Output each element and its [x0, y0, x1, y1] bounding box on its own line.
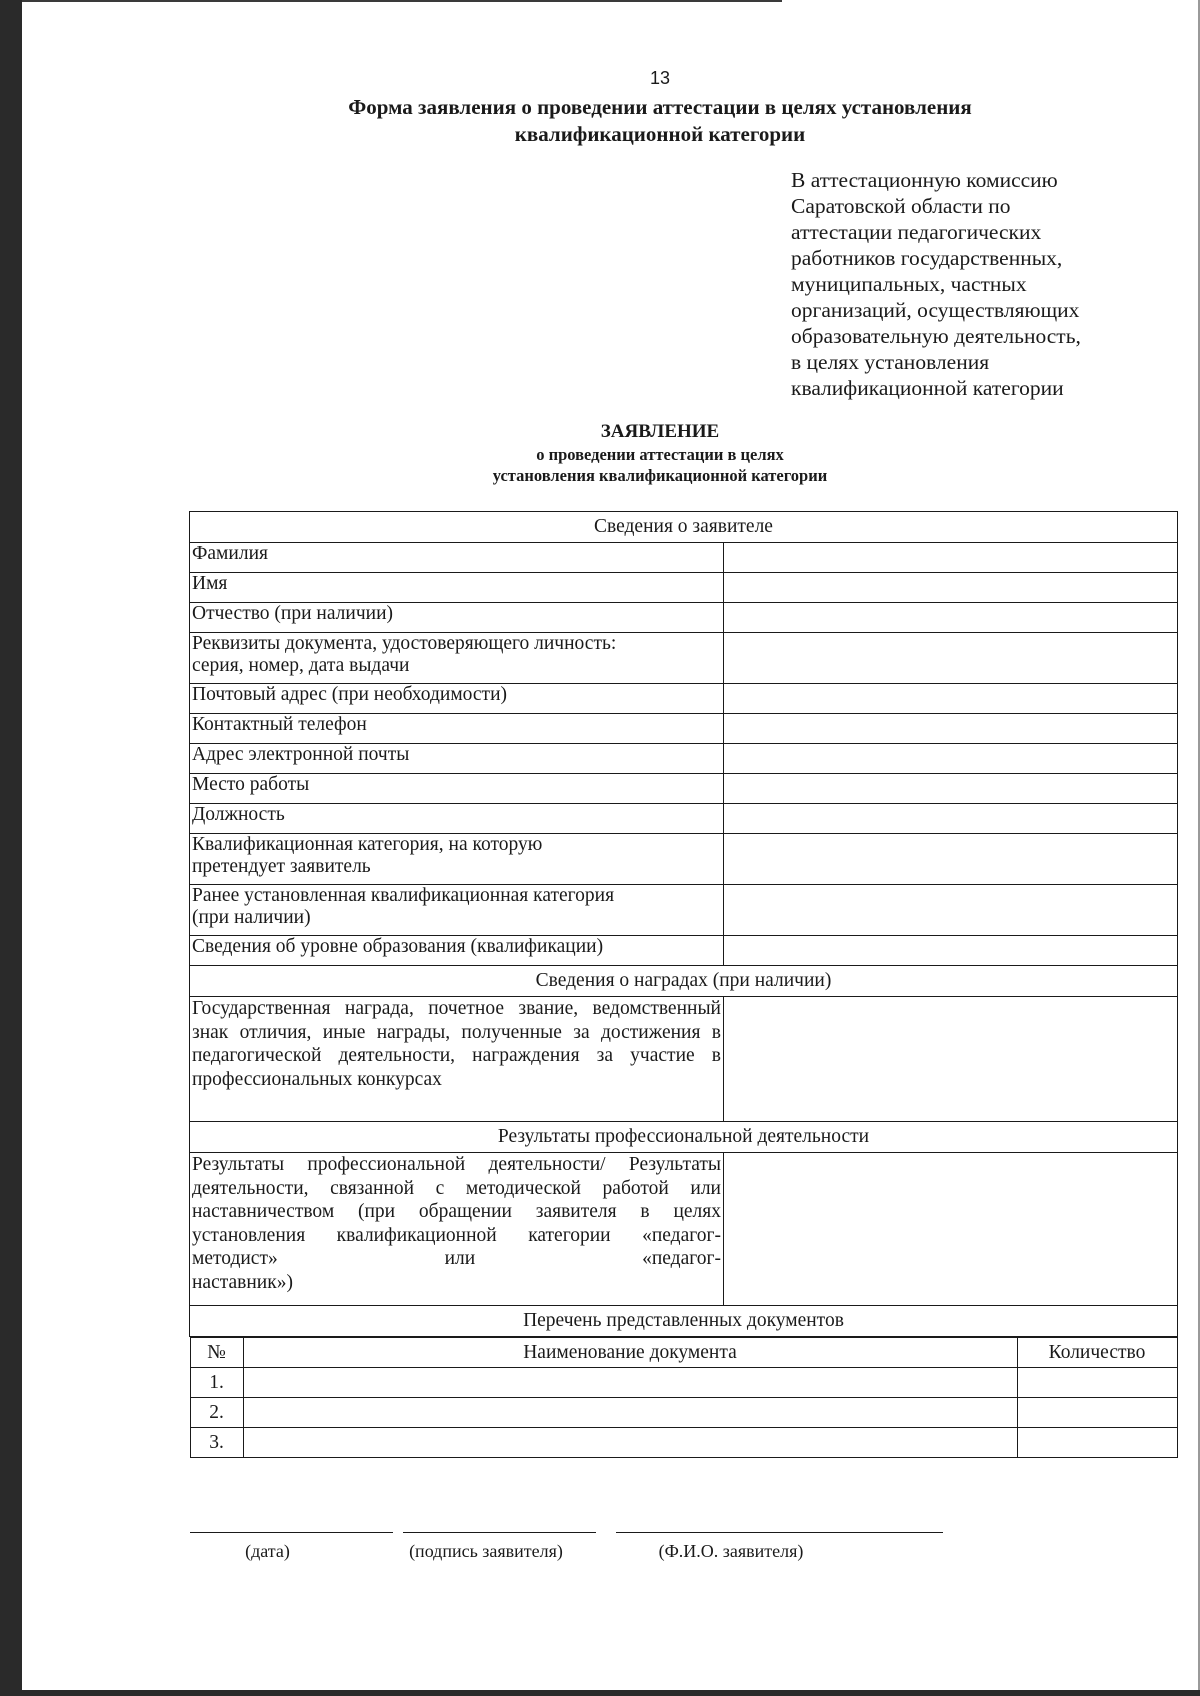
table-row — [190, 774, 1178, 804]
form-title-line: Форма заявления о проведении аттестации в целях установления — [348, 95, 972, 119]
addressee-line: в целях установления — [791, 350, 990, 374]
field-value-position[interactable] — [724, 804, 1178, 834]
page-number: 13 — [649, 68, 671, 88]
field-value-education[interactable] — [724, 936, 1178, 966]
addressee-line: муниципальных, частных — [791, 272, 1027, 296]
field-label-text: профессиональных конкурсах — [192, 1068, 442, 1090]
field-value-previous-category[interactable] — [724, 885, 1178, 936]
field-label-name: Имя — [190, 573, 724, 603]
table-row — [190, 1428, 1177, 1458]
field-value-patronymic[interactable] — [724, 603, 1178, 633]
table-row — [190, 936, 1178, 966]
row-number: 3. — [190, 1428, 243, 1458]
addressee-line: образовательную деятельность, — [791, 324, 1081, 348]
field-value-claimed-category[interactable] — [724, 834, 1178, 885]
doc-name-cell[interactable] — [243, 1398, 1017, 1428]
field-value-name[interactable] — [724, 573, 1178, 603]
scan-border-top — [22, 0, 782, 2]
section-header-documents: Перечень представленных документов — [190, 1306, 1178, 1337]
field-label-id-document — [190, 633, 724, 684]
column-header-quantity: Количество — [1017, 1338, 1177, 1368]
statement-subtitle: установления квалификационной категории — [492, 466, 828, 485]
table-row — [190, 834, 1178, 885]
form-title — [270, 94, 1050, 148]
field-label-line: Квалификационная категория, на которую — [192, 834, 543, 855]
field-label-email: Адрес электронной почты — [190, 744, 724, 774]
statement-subtitle: о проведении аттестации в целях — [536, 445, 784, 464]
row-number: 2. — [190, 1398, 243, 1428]
field-value-surname[interactable] — [724, 543, 1178, 573]
field-value-results[interactable] — [724, 1153, 1178, 1306]
doc-quantity-cell[interactable] — [1017, 1398, 1177, 1428]
field-value-id-document[interactable] — [724, 633, 1178, 684]
field-value-postal-address[interactable] — [724, 684, 1178, 714]
addressee-line: В аттестационную комиссию — [791, 168, 1058, 192]
table-row — [190, 885, 1178, 936]
table-row — [190, 1398, 1177, 1428]
date-caption: (дата) — [245, 1541, 290, 1561]
signature-line[interactable] — [403, 1532, 596, 1533]
field-label-previous-category — [190, 885, 724, 936]
field-label-workplace: Место работы — [190, 774, 724, 804]
section-header-results: Результаты профессиональной деятельности — [190, 1122, 1178, 1153]
field-label-results — [190, 1153, 724, 1306]
table-header-row — [190, 1338, 1177, 1368]
documents-table-wrapper — [190, 1337, 1178, 1459]
doc-quantity-cell[interactable] — [1017, 1428, 1177, 1458]
table-row — [190, 744, 1178, 774]
scan-border-left — [0, 0, 22, 1696]
field-label-line: (при наличии) — [192, 907, 311, 928]
date-line[interactable] — [190, 1532, 393, 1533]
table-row — [190, 1153, 1178, 1306]
field-label-postal-address: Почтовый адрес (при необходимости) — [190, 684, 724, 714]
section-header-applicant: Сведения о заявителе — [190, 512, 1178, 543]
field-value-phone[interactable] — [724, 714, 1178, 744]
fio-caption: (Ф.И.О. заявителя) — [658, 1541, 804, 1561]
table-row — [190, 714, 1178, 744]
application-form-table — [189, 511, 1178, 1458]
field-label-patronymic: Отчество (при наличии) — [190, 603, 724, 633]
field-label-surname: Фамилия — [190, 543, 724, 573]
table-row — [190, 1368, 1177, 1398]
addressee-line: Саратовской области по — [791, 194, 1011, 218]
field-label-line: серия, номер, дата выдачи — [192, 655, 410, 676]
table-row — [190, 543, 1178, 573]
field-label-text: Результаты профессиональной деятельности/ Результаты деятельности, связанной с методической работой или наставничеством (при обращении заявителя в целях установления квалификационной категории «педагог-методист» или «педагог- — [192, 1154, 721, 1269]
field-label-line: претендует заявитель — [192, 856, 371, 877]
field-label-text: наставник») — [192, 1271, 293, 1293]
field-label-phone: Контактный телефон — [190, 714, 724, 744]
addressee-line: работников государственных, — [791, 246, 1063, 270]
column-header-number: № — [190, 1338, 243, 1368]
table-row — [190, 684, 1178, 714]
table-row — [190, 997, 1178, 1122]
table-row — [190, 603, 1178, 633]
field-label-awards — [190, 997, 724, 1122]
field-label-claimed-category — [190, 834, 724, 885]
scan-border-bottom — [0, 1690, 1200, 1696]
addressee-block — [791, 167, 1151, 401]
field-label-education: Сведения об уровне образования (квалификации) — [190, 936, 724, 966]
table-row — [190, 573, 1178, 603]
row-number: 1. — [190, 1368, 243, 1398]
field-label-line: Ранее установленная квалификационная категория — [192, 885, 615, 906]
fio-line[interactable] — [616, 1532, 943, 1533]
field-label-position: Должность — [190, 804, 724, 834]
doc-quantity-cell[interactable] — [1017, 1368, 1177, 1398]
field-value-awards[interactable] — [724, 997, 1178, 1122]
field-label-text: Государственная награда, почетное звание, ведомственный знак отличия, иные награды, полученные за достижения в педагогической деятельности, награждения за участие в — [192, 998, 721, 1066]
section-header-awards: Сведения о наградах (при наличии) — [190, 966, 1178, 997]
signature-caption: (подпись заявителя) — [409, 1541, 563, 1561]
documents-table — [190, 1337, 1178, 1458]
doc-name-cell[interactable] — [243, 1368, 1017, 1398]
addressee-line: квалификационной категории — [791, 376, 1064, 400]
field-label-line: Реквизиты документа, удостоверяющего личность: — [192, 633, 617, 654]
table-row — [190, 804, 1178, 834]
doc-name-cell[interactable] — [243, 1428, 1017, 1458]
form-title-line: квалификационной категории — [514, 122, 806, 146]
field-value-workplace[interactable] — [724, 774, 1178, 804]
statement-heading — [360, 420, 960, 486]
field-value-email[interactable] — [724, 744, 1178, 774]
signature-block — [190, 1532, 950, 1572]
addressee-line: аттестации педагогических — [791, 220, 1042, 244]
statement-title: ЗАЯВЛЕНИЕ — [600, 421, 720, 442]
addressee-line: организаций, осуществляющих — [791, 298, 1080, 322]
column-header-doc-name: Наименование документа — [243, 1338, 1017, 1368]
table-row — [190, 633, 1178, 684]
